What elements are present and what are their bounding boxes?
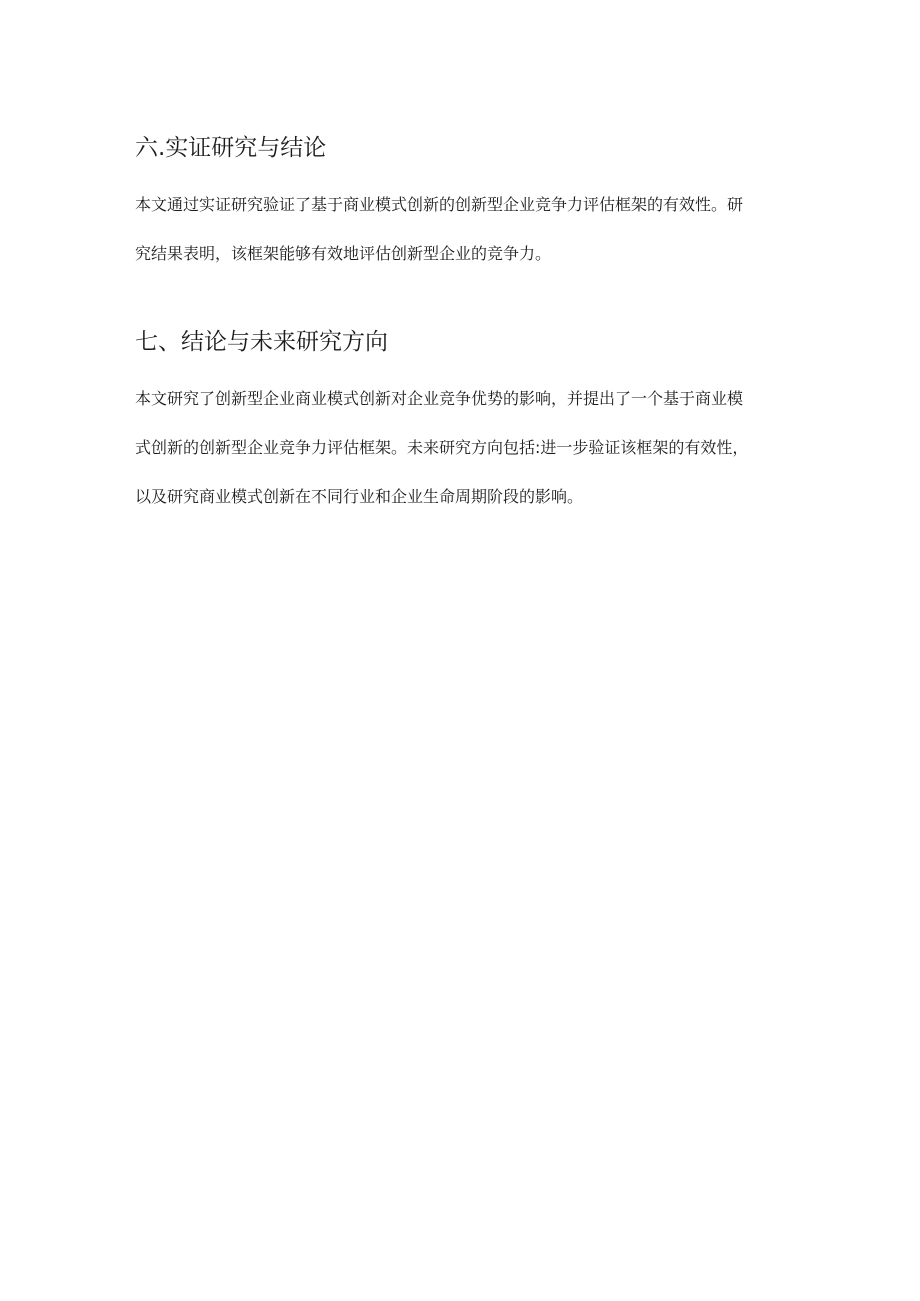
paragraph-line: 以及研究商业模式创新在不同行业和企业生命周期阶段的影响。 [135,487,584,506]
paragraph-line: 本文研究了创新型企业商业模式创新对企业竞争优势的影响，并提出了一个基于商业模 [135,389,744,408]
paragraph-line: 式创新的创新型企业竞争力评估框架。未来研究方向包括:进一步验证该框架的有效性， [135,438,749,457]
section-paragraph [135,180,795,278]
section-conclusion-future [135,326,795,521]
paragraph-line: 本文通过实证研究验证了基于商业模式创新的创新型企业竞争力评估框架的有效性。研 [135,195,744,214]
section-heading: 七、结论与未来研究方向 [135,329,388,355]
section-heading: 六.实证研究与结论 [135,135,327,161]
paragraph-line: 究结果表明，该框架能够有效地评估创新型企业的竞争力。 [135,244,552,263]
section-empirical-research [135,132,795,278]
section-paragraph [135,374,795,521]
